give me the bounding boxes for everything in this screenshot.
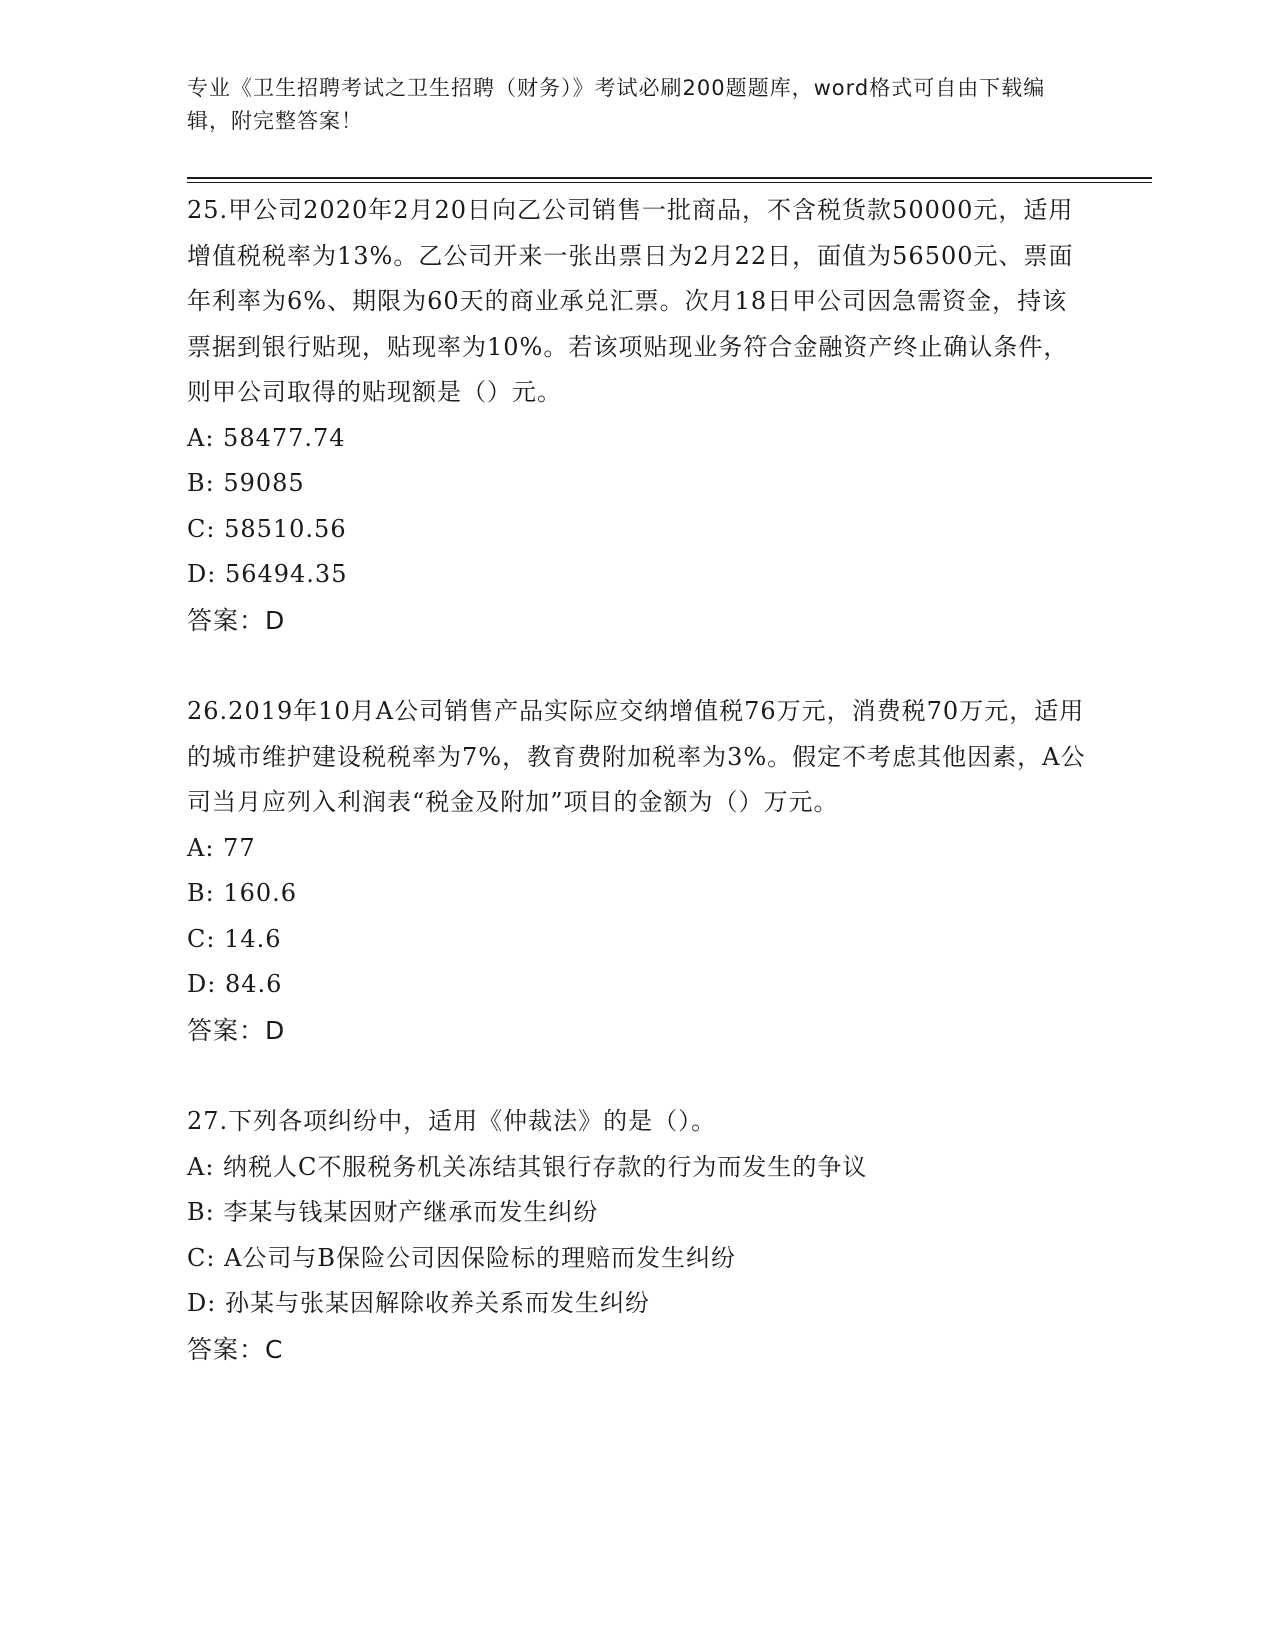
- answer-line: 答案：D: [187, 1015, 286, 1045]
- option-c: C: 14.6: [187, 924, 282, 953]
- document-header: 专业《卫生招聘考试之卫生招聘（财务）》考试必刷200题题库，word格式可自由下载编辑，附完整答案！: [187, 76, 1046, 133]
- answer-line: 答案：D: [187, 605, 286, 635]
- option-b: B: 59085: [187, 469, 305, 497]
- answer-line: 答案：C: [187, 1334, 284, 1364]
- question-26: [187, 689, 1087, 1053]
- header-divider-thick: [187, 177, 1152, 179]
- option-c: C: A公司与B保险公司因保险标的理赔而发生纠纷: [187, 1243, 737, 1272]
- question-text: 26.2019年10月A公司销售产品实际应交纳增值税76万元，消费税70万元，适用的城市维护建设税税率为7%，教育费附加税率为3%。假定不考虑其他因素，A公司当月应列入利润表“税金及附加”项目的金额为（）万元。: [187, 697, 1086, 816]
- option-b: B: 160.6: [187, 879, 298, 907]
- option-d: D: 56494.35: [187, 560, 348, 588]
- question-text: 27.下列各项纠纷中，适用《仲裁法》的是（）。: [187, 1107, 717, 1135]
- option-a: A: 纳税人C不服税务机关冻结其银行存款的行为而发生的争议: [187, 1152, 868, 1181]
- option-a: A: 77: [187, 833, 256, 862]
- option-a: A: 58477.74: [187, 423, 346, 452]
- option-b: B: 李某与钱某因财产继承而发生纠纷: [187, 1198, 599, 1226]
- header-divider-thin: [187, 182, 1152, 183]
- question-list: [187, 188, 1087, 1418]
- option-c: C: 58510.56: [187, 514, 347, 543]
- question-25: [187, 188, 1087, 643]
- option-d: D: 84.6: [187, 970, 283, 998]
- question-text: 25.甲公司2020年2月20日向乙公司销售一批商品，不含税货款50000元，适用增值税税率为13%。乙公司开来一张出票日为2月22日，面值为56500元、票面年利率为6%、期限为60天的商业承兑汇票。次月18日甲公司因急需资金，持该票据到银行贴现，贴现率为10%。若该项贴现业务符合金融资产终止确认条件，则甲公司取得的贴现额是（）元。: [187, 196, 1074, 406]
- question-27: [187, 1099, 1087, 1372]
- option-d: D: 孙某与张某因解除收养关系而发生纠纷: [187, 1289, 650, 1317]
